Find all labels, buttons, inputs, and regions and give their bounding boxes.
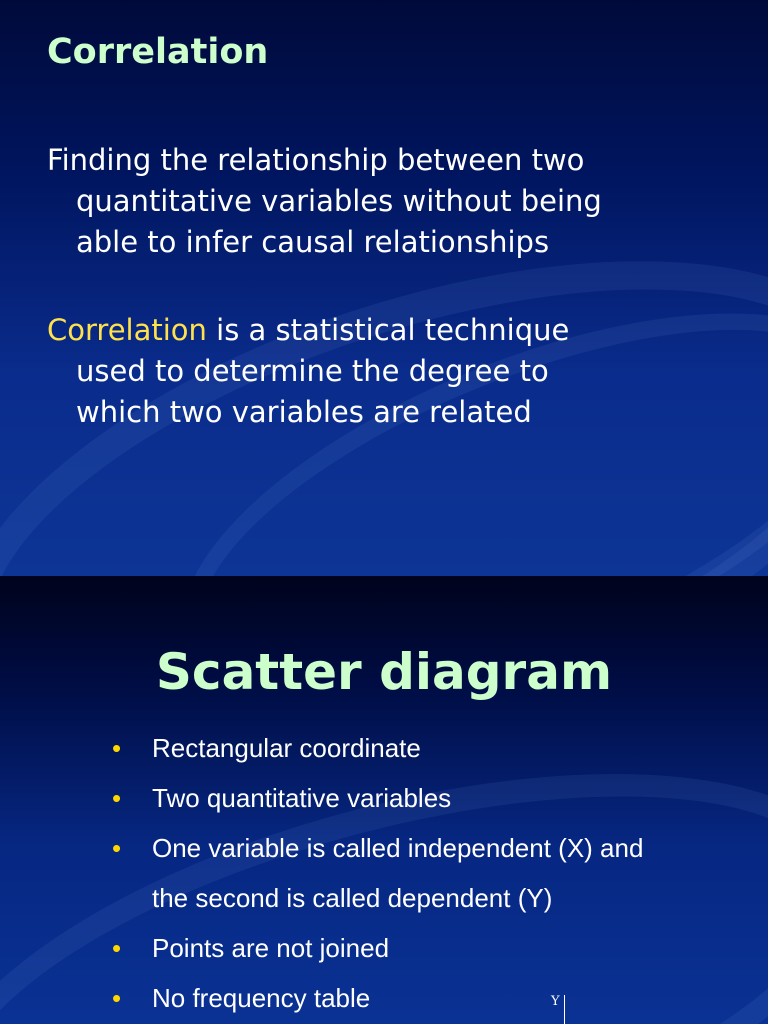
list-item-text: the second is called dependent (Y) (152, 883, 553, 913)
list-item (112, 723, 643, 773)
bullet-icon: • (112, 933, 122, 963)
bullet-icon: • (112, 783, 122, 813)
bullet-icon: • (112, 983, 122, 1013)
list-item (112, 773, 643, 823)
list-item-text: Points are not joined (152, 933, 390, 963)
paragraph-line (47, 310, 727, 351)
y-axis-line (564, 995, 565, 1024)
paragraph-line: used to determine the degree to (76, 354, 549, 388)
paragraph-line: which two variables are related (76, 395, 532, 429)
highlighted-term: Correlation (47, 313, 207, 347)
list-item-text: Rectangular coordinate (152, 733, 421, 763)
definition-paragraph (47, 140, 727, 263)
paragraph-line: quantitative variables without being (76, 184, 602, 218)
paragraph-line: Finding the relationship between two (47, 143, 585, 177)
bullet-list (112, 723, 643, 1023)
list-item-text: No frequency table (152, 983, 371, 1013)
list-item-text: Two quantitative variables (152, 783, 452, 813)
correlation-paragraph (47, 310, 727, 433)
slide-title: Correlation (47, 32, 269, 72)
paragraph-line: able to infer causal relationships (76, 225, 550, 259)
list-item (112, 923, 643, 973)
list-item (112, 823, 643, 873)
y-axis-label: Y (551, 994, 560, 1009)
slide-title: Scatter diagram (155, 643, 613, 701)
list-item-text: One variable is called independent (X) and (152, 833, 644, 863)
list-item-continuation (112, 873, 643, 923)
paragraph-text: is a statistical technique (206, 313, 570, 347)
bullet-icon: • (112, 733, 122, 763)
bullet-icon: • (112, 833, 122, 863)
